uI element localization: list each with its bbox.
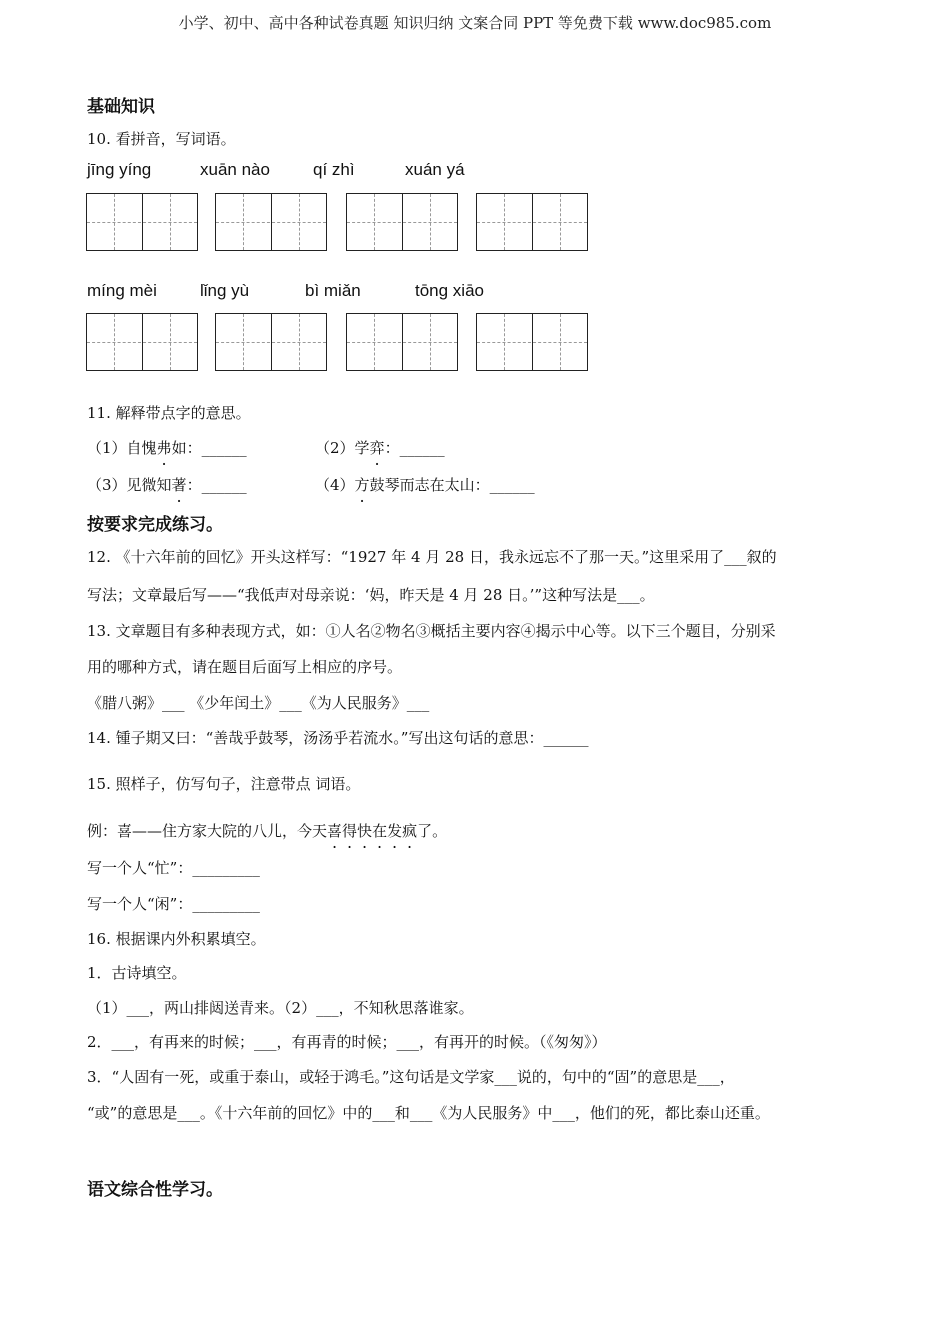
writing-grid[interactable] [346,193,458,251]
q11-item-1: （1）自愧弗如：______ [87,439,247,457]
pinyin-3: qí zhì [313,160,355,179]
q15-example: 例：喜——住方家大院的八儿，今天喜得快在发疯了。 [87,822,448,840]
section-heading-practice: 按要求完成练习。 [87,515,223,535]
q11-item-3: （3）见微知著：______ [87,476,247,494]
pinyin-4: xuán yá [405,160,465,179]
q14-line: 14. 锺子期又曰：“善哉乎鼓琴，汤汤乎若流水。”写出这句话的意思：______ [87,729,589,747]
pinyin-5: míng mèi [87,281,157,300]
q15-line-idle: 写一个人“闲”：_________ [87,895,260,913]
pinyin-1: jīng yíng [87,160,152,179]
q13-line-2: 用的哪种方式，请在题目后面写上相应的序号。 [87,658,403,676]
writing-grid[interactable] [215,193,327,251]
pinyin-7: bì miǎn [305,281,361,300]
q12-line-1: 12. 《十六年前的回忆》开头这样写：“1927 年 4 月 28 日，我永远忘不了那一天。”这里采用了___叙的 [87,548,777,566]
pinyin-8: tōng xiāo [415,281,484,300]
q16-part-3-line-2: “或”的意思是___。《十六年前的回忆》中的___和___《为人民服务》中___，他们的死，都比泰山还重。 [87,1104,770,1122]
pinyin-6: lǐng yù [200,281,250,300]
q11-item-4: （4）方鼓琴而志在太山：______ [315,476,535,494]
q12-line-2: 写法；文章最后写——“我低声对母亲说：‘妈，昨天是 4 月 28 日。’”这种写法是___。 [87,586,655,604]
section-heading-basic: 基础知识 [87,97,155,117]
q16-part-2: 2．___，有再来的时候；___，有再青的时候；___，有再开的时候。（《匆匆》） [87,1033,607,1051]
q15-title: 15. 照样子，仿写句子，注意带点 词语。 [87,775,361,793]
q11-title: 11. 解释带点字的意思。 [87,404,251,422]
q16-part-1: 1．古诗填空。 [87,964,187,982]
q16-title: 16. 根据课内外积累填空。 [87,930,266,948]
pinyin-2: xuān nào [200,160,270,179]
writing-grid[interactable] [476,313,588,371]
q10-title: 10. 看拼音，写词语。 [87,130,236,148]
section-heading-comprehensive: 语文综合性学习。 [87,1180,223,1200]
page-header: 小学、初中、高中各种试卷真题 知识归纳 文案合同 PPT 等免费下载 www.doc985.com [178,14,772,32]
q13-line-1: 13. 文章题目有多种表现方式，如：①人名②物名③概括主要内容④揭示中心等。以下三个题目，分别采 [87,622,776,640]
writing-grid[interactable] [86,313,198,371]
writing-grid[interactable] [86,193,198,251]
q16-part-3-line-1: 3．“人固有一死，或重于泰山，或轻于鸿毛。”这句话是文学家___说的，句中的“固”的意思是___， [87,1068,735,1086]
writing-grid[interactable] [476,193,588,251]
q11-item-2: （2）学弈：______ [315,439,445,457]
q13-line-3: 《腊八粥》___ 《少年闰土》___《为人民服务》___ [87,694,430,712]
writing-grid[interactable] [215,313,327,371]
q15-line-busy: 写一个人“忙”：_________ [87,859,260,877]
q16-part-1-poems: （1）___，两山排闼送青来。（2）___，不知秋思落谁家。 [87,999,474,1017]
writing-grid[interactable] [346,313,458,371]
